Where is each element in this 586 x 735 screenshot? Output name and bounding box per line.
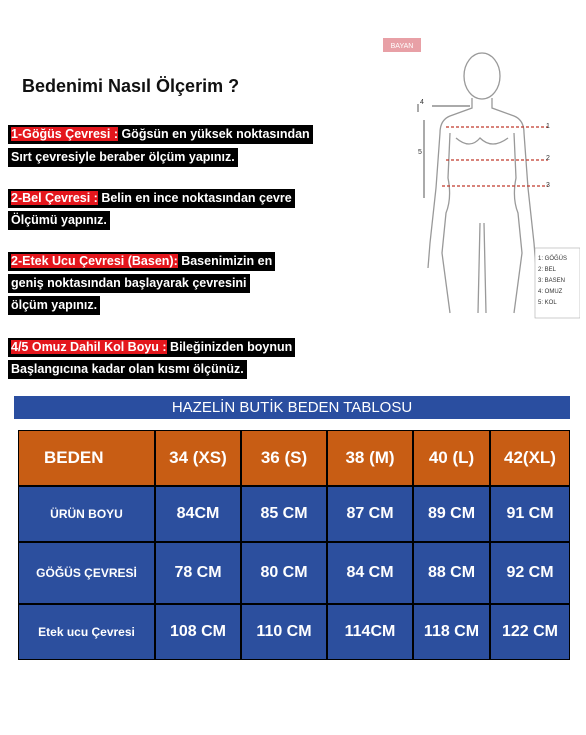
hip-text2: geniş noktasından başlayarak çevresini — [8, 274, 250, 293]
body-measurement-figure — [380, 38, 580, 323]
table-header-36: 36 (S) — [241, 430, 327, 486]
table-cell: 78 CM — [155, 542, 241, 604]
table-header-beden: BEDEN — [18, 430, 155, 486]
legend-5: 5: KOL — [538, 300, 557, 306]
sleeve-text2: Başlangıcına kadar olan kısmı ölçünüz. — [8, 360, 247, 379]
table-header-40: 40 (L) — [413, 430, 490, 486]
table-cell: 85 CM — [241, 486, 327, 542]
page-title: Bedenimi Nasıl Ölçerim ? — [22, 76, 240, 96]
table-cell: 84CM — [155, 486, 241, 542]
marker-2: 2 — [546, 155, 550, 162]
sleeve-label: 4/5 Omuz Dahil Kol Boyu : — [11, 340, 167, 354]
table-cell: 88 CM — [413, 542, 490, 604]
chest-label: 1-Göğüs Çevresi : — [11, 127, 118, 141]
chest-text1: Göğsün en yüksek noktasından — [117, 127, 310, 141]
marker-1: 1 — [546, 123, 550, 130]
table-header-38: 38 (M) — [327, 430, 413, 486]
hip-text3: ölçüm yapınız. — [8, 296, 100, 315]
figure-badge: BAYAN — [390, 43, 414, 50]
marker-4: 4 — [420, 99, 424, 106]
waist-text1: Belin en ince noktasından çevre — [97, 191, 292, 205]
table-cell: 122 CM — [490, 604, 570, 660]
marker-5: 5 — [418, 149, 422, 156]
row-label-gogus-cevresi: GÖĞÜS ÇEVRESİ — [18, 542, 155, 604]
table-cell: 87 CM — [327, 486, 413, 542]
table-cell: 91 CM — [490, 486, 570, 542]
row-label-etek-ucu-cevresi: Etek ucu Çevresi — [18, 604, 155, 660]
sleeve-text1: Bileğinizden boynun — [166, 340, 293, 354]
hip-label: 2-Etek Ucu Çevresi (Basen): — [11, 254, 178, 268]
table-cell: 118 CM — [413, 604, 490, 660]
table-cell: 92 CM — [490, 542, 570, 604]
table-cell: 84 CM — [327, 542, 413, 604]
size-table-title: HAZELİN BUTİK BEDEN TABLOSU — [14, 396, 570, 419]
table-cell: 114CM — [327, 604, 413, 660]
chest-instruction-line1 — [8, 125, 313, 144]
table-cell: 110 CM — [241, 604, 327, 660]
marker-3: 3 — [546, 182, 550, 189]
table-header-34: 34 (XS) — [155, 430, 241, 486]
hip-text1: Basenimizin en — [177, 254, 273, 268]
table-cell: 108 CM — [155, 604, 241, 660]
row-label-urun-boyu: ÜRÜN BOYU — [18, 486, 155, 542]
hip-instruction-line1 — [8, 252, 275, 271]
size-table — [18, 430, 570, 660]
chest-text2: Sırt çevresiyle beraber ölçüm yapınız. — [8, 148, 238, 167]
table-cell: 80 CM — [241, 542, 327, 604]
legend-2: 2: BEL — [538, 267, 557, 273]
legend-4: 4: OMUZ — [538, 289, 563, 295]
table-cell: 89 CM — [413, 486, 490, 542]
waist-instruction-line1 — [8, 189, 295, 208]
legend-3: 3: BASEN — [538, 278, 566, 284]
table-header-42: 42(XL) — [490, 430, 570, 486]
legend-1: 1: GÖĞÜS — [538, 256, 568, 262]
waist-label: 2-Bel Çevresi : — [11, 191, 98, 205]
sleeve-instruction-line1 — [8, 338, 295, 357]
waist-text2: Ölçümü yapınız. — [8, 211, 110, 230]
